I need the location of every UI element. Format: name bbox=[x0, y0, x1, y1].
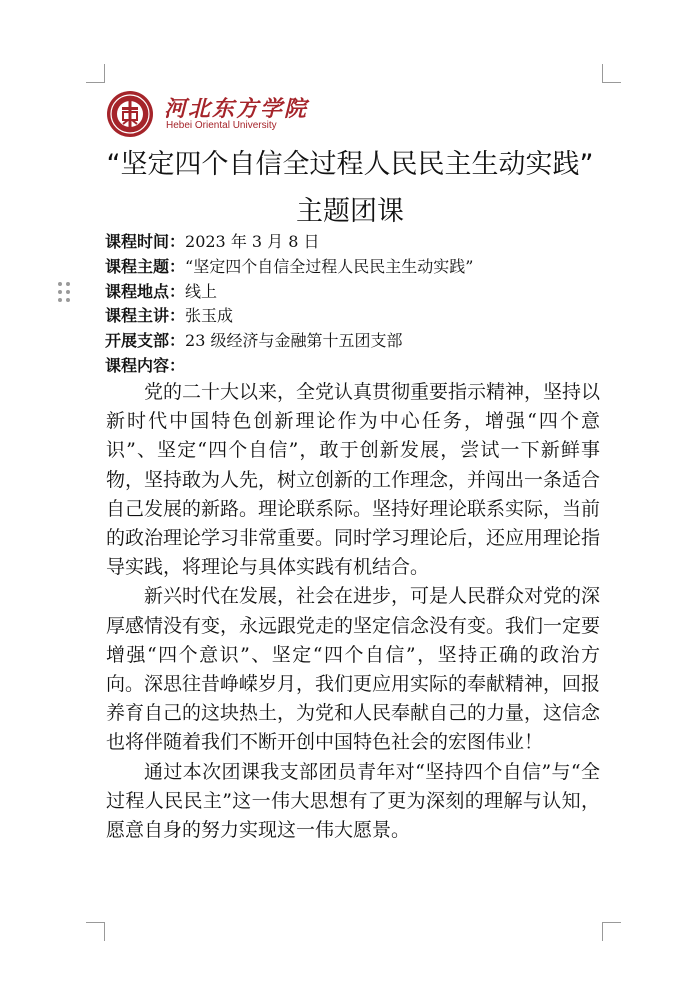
meta-row-topic bbox=[105, 255, 605, 280]
university-name-cn: 河北东方学院 bbox=[164, 96, 309, 122]
content-paragraph: 通过本次团课我支部团员青年对“坚持四个自信”与“全过程人民民主”这一伟大思想有了更为深刻的理解与认知，愿意自身的努力实现这一伟大愿景。 bbox=[106, 760, 600, 842]
page-corner-mark-top-left bbox=[86, 64, 105, 83]
content-paragraph: 党的二十大以来，全党认真贯彻重要指示精神，坚持以新时代中国特色创新理论作为中心任务，增强“四个意识”、坚定“四个自信”，敢于创新发展，尝试一下新鲜事物，坚持敢为人先，树立创新的工作理念，并闯出一条适合自己发展的新路。理论联系际。坚持好理论联系实际，当前的政治理论学习非常重要。同时学习理论后，还应用理论指导实践，将理论与具体实践有机结合。 bbox=[106, 381, 601, 579]
meta-row-location bbox=[105, 280, 605, 305]
page-corner-mark-bottom-left bbox=[86, 922, 105, 941]
meta-row-content bbox=[105, 354, 605, 379]
drag-handle-icon[interactable] bbox=[57, 281, 71, 303]
meta-value: 2023 年 3 月 8 日 bbox=[185, 232, 320, 251]
page-corner-mark-top-right bbox=[602, 64, 621, 83]
content-paragraph: 新兴时代在发展，社会在进步，可是人民群众对党的深厚感情没有变，永远跟党走的坚定信念没有变。我们一定要增强“四个意识”、坚定“四个自信”，坚持正确的政治方向。深思往昔峥嵘岁月，我们更应用实际的奉献精神，回报养育自己的这块热土，为党和人民奉献自己的力量，这信念也将伴随着我们不断开创中国特色社会的宏图伟业！ bbox=[106, 585, 601, 754]
meta-value: 线上 bbox=[185, 281, 218, 301]
meta-label: 课程主讲： bbox=[105, 306, 186, 326]
university-seal-icon bbox=[106, 90, 154, 138]
university-logo bbox=[106, 90, 326, 138]
meta-value: 23 级经济与金融第十五团支部 bbox=[185, 331, 403, 351]
course-meta-list bbox=[105, 230, 605, 379]
document-title-line-1: “坚定四个自信全过程人民民主生动实践” bbox=[106, 149, 594, 180]
meta-label: 课程时间： bbox=[105, 232, 186, 251]
meta-label: 课程主题： bbox=[105, 256, 186, 276]
meta-row-speaker bbox=[105, 304, 605, 329]
course-content-body bbox=[106, 378, 600, 845]
meta-label: 课程内容： bbox=[105, 355, 186, 375]
meta-value: “坚定四个自信全过程人民民主生动实践” bbox=[185, 256, 474, 276]
page-corner-mark-bottom-right bbox=[602, 922, 621, 941]
meta-row-branch bbox=[105, 329, 605, 354]
meta-label: 课程地点： bbox=[105, 281, 186, 301]
document-title-line-2: 主题团课 bbox=[296, 196, 404, 227]
meta-label: 开展支部： bbox=[105, 331, 186, 351]
meta-value: 张玉成 bbox=[185, 306, 234, 326]
university-name-en: Hebei Oriental University bbox=[166, 120, 277, 131]
meta-row-time bbox=[105, 230, 605, 255]
